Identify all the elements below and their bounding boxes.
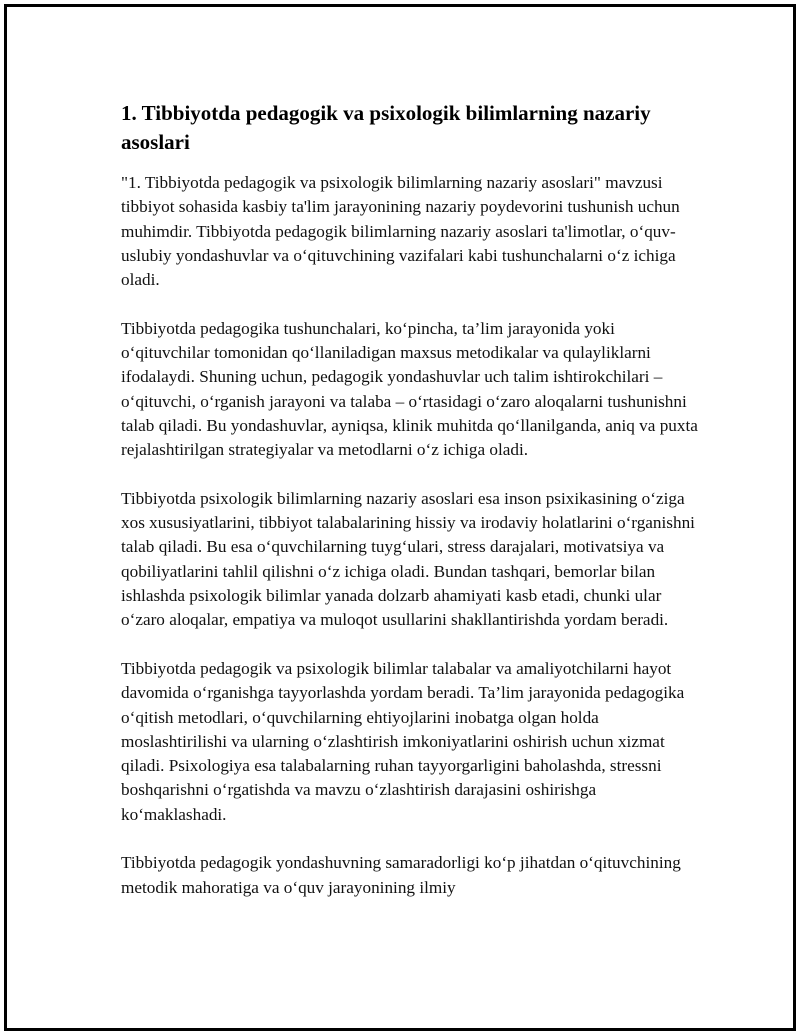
document-body (121, 99, 701, 924)
document-heading: 1. Tibbiyotda pedagogik va psixologik bilimlarning nazariy asoslari (121, 101, 651, 154)
paragraph-pedagogy: Tibbiyotda pedagogika tushunchalari, ko‘pincha, ta’lim jarayonida yoki o‘qituvchilar tomonidan qo‘llaniladigan maxsus metodikalar va qulayliklarni ifodalaydi. Shuning uchun, pedagogik yondashuvlar uch talim ishtirokchilari – o‘qituvchi, o‘rganish jarayoni va talaba – o‘rtasidagi o‘zaro aloqalarni tushunishni talab qiladi. Bu yondashuvlar, ayniqsa, klinik muhitda qo‘llanilganda, aniq va puxta rejalashtirilgan strategiyalar va metodlarni o‘z ichiga oladi. (121, 318, 698, 460)
paragraph-combined-knowledge: Tibbiyotda pedagogik va psixologik bilimlar talabalar va amaliyotchilarni hayot davomida o‘rganishga tayyorlashda yordam beradi. Ta’lim jarayonida pedagogika o‘qitish metodlari, o‘quvchilarning ehtiyojlarini inobatga olgan holda moslashtirilishi va ularning o‘zlashtirish imkoniyatlarini oshirish uchun xizmat qiladi. Psixologiya esa talabalarning ruhan tayyorgarligini baholashda, stressni boshqarishni o‘rgatishda va mavzu o‘zlashtirish darajasini oshirishga ko‘maklashadi. (121, 658, 685, 824)
paragraph-effectiveness: Tibbiyotda pedagogik yondashuvning samaradorligi ko‘p jihatdan o‘qituvchining metodik mahoratiga va o‘quv jarayonining ilmiy (121, 853, 681, 897)
paragraph-psychology: Tibbiyotda psixologik bilimlarning nazariy asoslari esa inson psixikasining o‘ziga xos xususiyatlarini, tibbiyot talabalarining hissiy va irodaviy holatlarini o‘rganishni talab qiladi. Bu esa o‘quvchilarning tuyg‘ulari, stress darajalari, motivatsiya va qobiliyatlarini tahlil qilishni o‘z ichiga oladi. Bundan tashqari, bemorlar bilan ishlashda psixologik bilimlar yanada dolzarb ahamiyati kasb etadi, chunki ular o‘zaro aloqalar, empatiya va muloqot usullarini shakllantirishda yordam beradi. (121, 488, 695, 630)
page-frame (4, 4, 796, 1031)
paragraph-intro: "1. Tibbiyotda pedagogik va psixologik bilimlarning nazariy asoslari" mavzusi tibbiyot sohasida kasbiy ta'lim jarayonining nazariy poydevorini tushunish uchun muhimdir. Tibbiyotda pedagogik bilimlarning nazariy asoslari ta'limotlar, o‘quv-uslubiy yondashuvlar va o‘qituvchining vazifalari kabi tushunchalarni o‘z ichiga oladi. (121, 173, 680, 290)
